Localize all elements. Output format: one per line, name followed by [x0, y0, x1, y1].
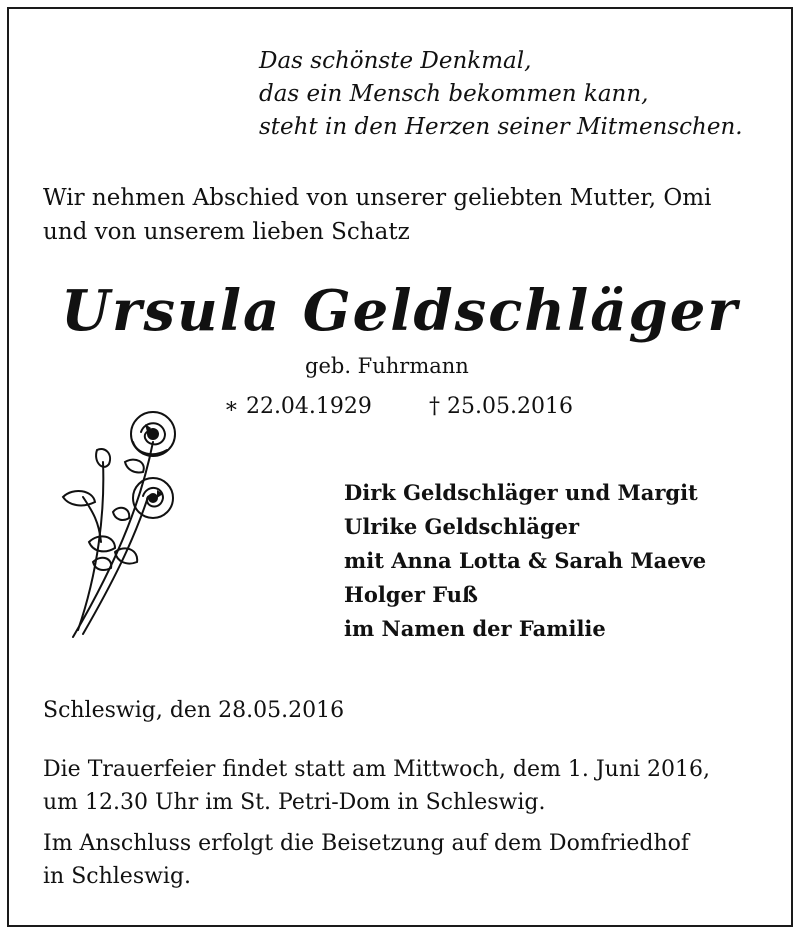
mourner-line: Holger Fuß — [344, 582, 479, 607]
burial-info — [43, 827, 689, 893]
intro-line: Wir nehmen Abschied von unserer geliebten Mutter, Omi — [43, 185, 712, 211]
rose-illustration-icon — [53, 402, 188, 642]
place-date: Schleswig, den 28.05.2016 — [43, 698, 345, 723]
burial-line: in Schleswig. — [43, 864, 192, 889]
obituary-notice — [7, 7, 793, 927]
mourner-line: im Namen der Familie — [344, 616, 606, 641]
birth-name: geb. Fuhrmann — [305, 354, 469, 378]
ceremony-line: Die Trauerfeier findet statt am Mittwoch, dem 1. Juni 2016, — [43, 757, 711, 782]
mourner-line: Ulrike Geldschläger — [344, 514, 580, 539]
mourners-list — [344, 476, 706, 646]
deceased-name: Ursula Geldschläger — [61, 278, 739, 344]
intro-line: und von unserem lieben Schatz — [43, 219, 410, 245]
death-date: † 25.05.2016 — [429, 394, 573, 419]
burial-line: Im Anschluss erfolgt die Beisetzung auf dem Domfriedhof — [43, 831, 690, 856]
quote-line: steht in den Herzen seiner Mitmenschen. — [259, 114, 743, 140]
quote-line: Das schönste Denkmal, — [259, 48, 532, 74]
mourner-line: Dirk Geldschläger und Margit — [344, 480, 698, 505]
farewell-intro — [43, 181, 711, 249]
memorial-quote — [259, 45, 743, 144]
birth-date: ∗ 22.04.1929 — [224, 394, 372, 419]
ceremony-line: um 12.30 Uhr im St. Petri-Dom in Schleswig. — [43, 790, 546, 815]
quote-line: das ein Mensch bekommen kann, — [259, 81, 649, 107]
ceremony-info — [43, 753, 710, 819]
mourner-line: mit Anna Lotta & Sarah Maeve — [344, 548, 707, 573]
